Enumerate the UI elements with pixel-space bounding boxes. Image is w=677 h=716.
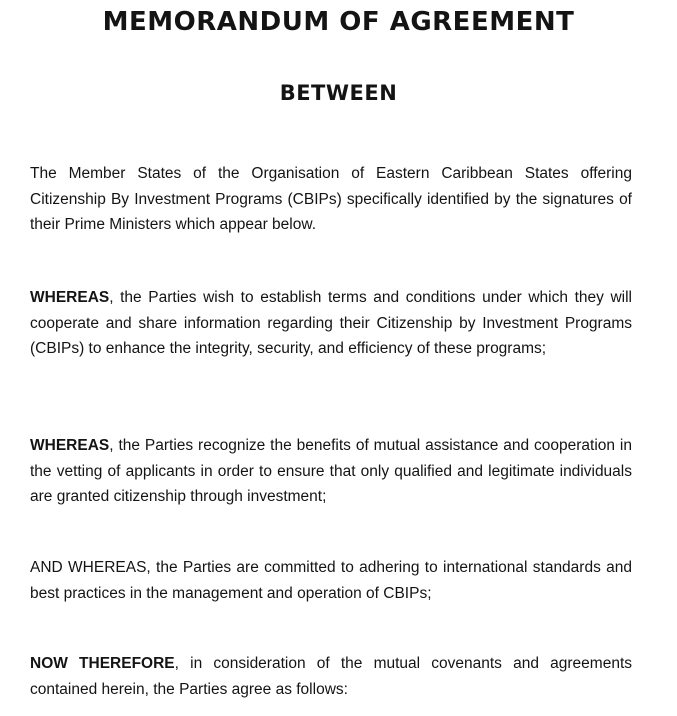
clause-text: , the Parties recognize the benefits of mutual assistance and cooperation in the vetting of applicants in order to ensure that only qualified and legitimate individuals are granted citizenship through investment; xyxy=(30,437,632,505)
clause-text: AND WHEREAS, the Parties are committed to adhering to international standards and best practices in the management and operation of CBIPs; xyxy=(30,559,632,602)
clause-text: , in consideration of the mutual covenants and agreements contained herein, the Parties agree as follows: xyxy=(30,655,633,698)
intro-paragraph: The Member States of the Organisation of Eastern Caribbean States offering Citizenship By Investment Programs (CBIPs) specifically identified by the signatures of their Prime Ministers which appear below. xyxy=(30,165,632,233)
document-title: MEMORANDUM OF AGREEMENT xyxy=(102,7,575,37)
now-therefore-clause xyxy=(30,651,632,702)
clause-lead: WHEREAS xyxy=(30,437,110,454)
clause-lead: NOW THEREFORE xyxy=(30,655,175,672)
and-whereas-clause xyxy=(30,555,632,606)
document-subtitle: BETWEEN xyxy=(279,81,398,105)
clause-lead: WHEREAS xyxy=(30,289,110,306)
whereas-clause-1 xyxy=(30,285,632,362)
whereas-clause-2 xyxy=(30,433,632,510)
clause-text: , the Parties wish to establish terms and conditions under which they will cooperate and share information regarding their Citizenship by Investment Programs (CBIPs) to enhance the integrity, security, and efficiency of these programs; xyxy=(30,289,632,357)
